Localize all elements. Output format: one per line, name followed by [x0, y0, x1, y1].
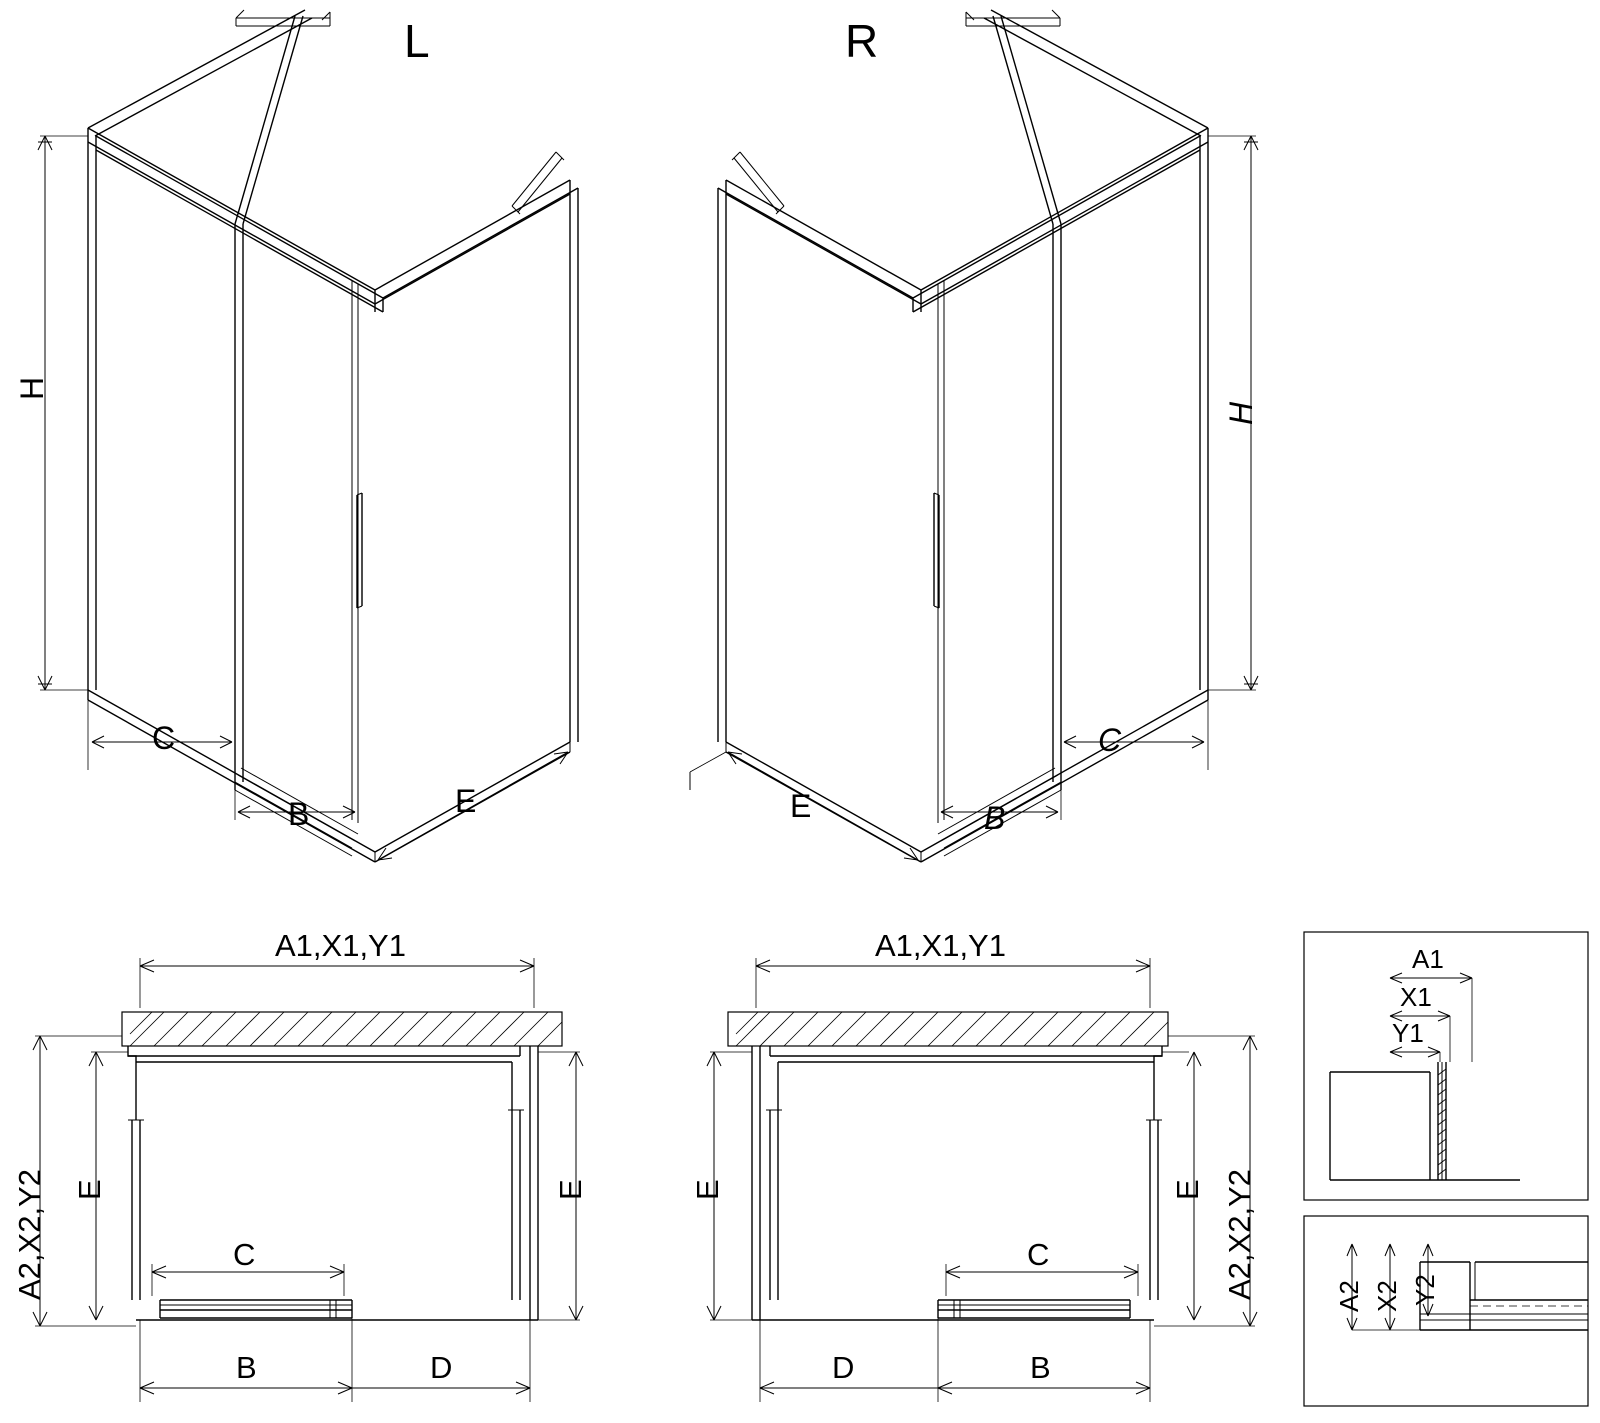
label-plan-left-overall-depth: A2,X2,Y2 — [12, 1169, 47, 1300]
label-plan-left-door-dim: B — [236, 1350, 257, 1385]
label-plan-right-door-dim: B — [1030, 1350, 1051, 1385]
label-plan-right-side-depth-left: E — [690, 1179, 725, 1200]
iso-view-left — [38, 10, 578, 862]
label-plan-right-overall-depth: A2,X2,Y2 — [1222, 1169, 1257, 1300]
detail-view-top — [1304, 932, 1588, 1200]
label-iso-right-height: H — [1223, 401, 1259, 425]
label-plan-left-opening-dim: D — [430, 1350, 453, 1385]
label-plan-left-side-depth: E — [72, 1179, 107, 1200]
label-plan-left-side-depth-right: E — [553, 1179, 588, 1200]
label-detail-top-y1: Y1 — [1392, 1018, 1424, 1048]
label-plan-left-top-dim: A1,X1,Y1 — [275, 928, 406, 963]
label-iso-right-back-panel: C — [1098, 722, 1122, 758]
label-plan-right-inner-dim: C — [1027, 1237, 1050, 1272]
label-plan-right-top-dim: A1,X1,Y1 — [875, 928, 1006, 963]
plan-view-left — [33, 958, 583, 1402]
label-iso-left-side-panel: E — [455, 783, 477, 819]
label-detail-bottom-a2: A2 — [1334, 1280, 1364, 1312]
iso-view-right — [690, 10, 1258, 862]
label-detail-top-x1: X1 — [1400, 982, 1432, 1012]
label-detail-bottom-x2: X2 — [1372, 1280, 1402, 1312]
label-iso-right-side-panel: E — [790, 788, 812, 824]
label-iso-left-back-panel: C — [152, 720, 176, 756]
label-plan-left-inner-dim: C — [233, 1237, 256, 1272]
label-iso-right-door: B — [984, 800, 1006, 836]
label-iso-left-height: H — [14, 376, 50, 400]
label-iso-left-door: B — [288, 796, 310, 832]
label-plan-right-opening-dim: D — [832, 1350, 855, 1385]
label-variant-left: L — [404, 15, 430, 67]
label-detail-top-a1: A1 — [1412, 944, 1444, 974]
label-detail-bottom-y2: Y2 — [1410, 1274, 1440, 1306]
label-plan-right-side-depth: E — [1170, 1179, 1205, 1200]
label-variant-right: R — [845, 15, 879, 67]
